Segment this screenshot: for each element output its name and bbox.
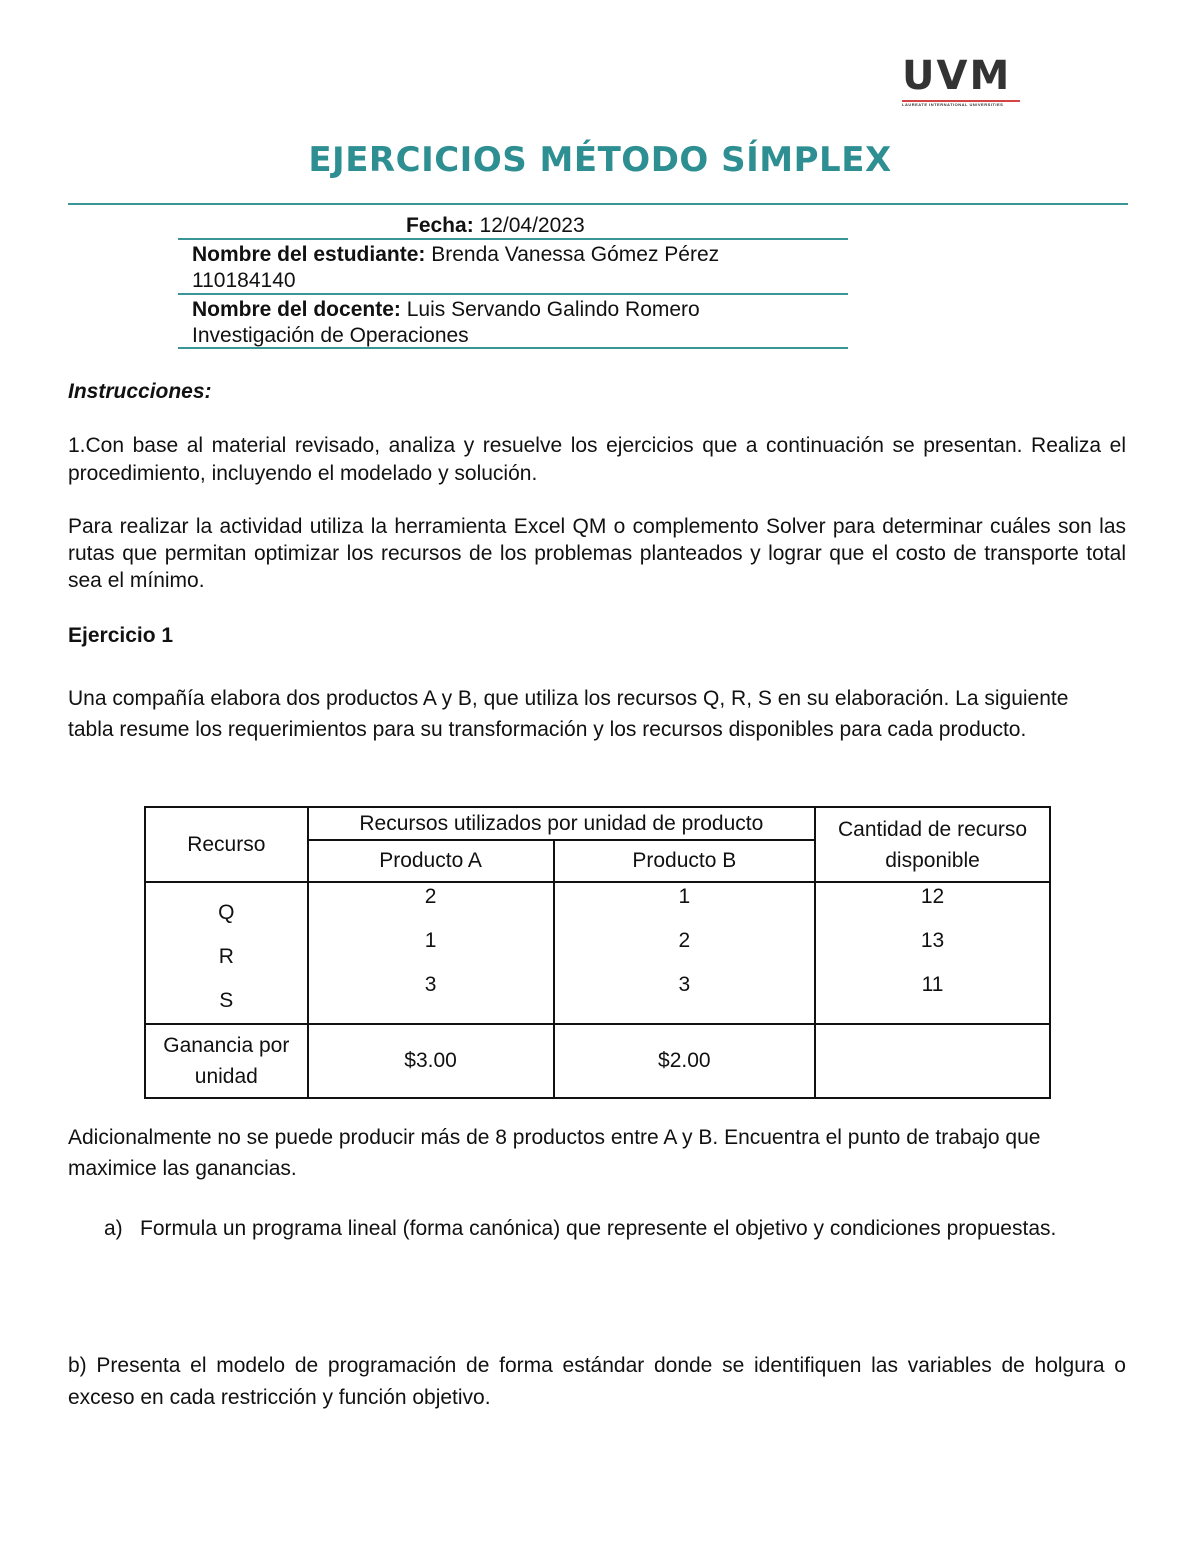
cell-b-q: 1 (678, 885, 691, 908)
header-producto-a: Producto A (308, 840, 554, 882)
instruccion-1: 1.Con base al material revisado, analiza y resuelve los ejercicios que a continuación se presentan. Realiza el procedimiento, incluyendo el modelado y solución. (68, 434, 1126, 485)
cell-a-r: 1 (424, 929, 437, 952)
resources-table (144, 806, 1051, 1099)
adicional-text: Adicionalmente no se puede producir más de 8 productos entre A y B. Encuentra el punto de trabajo que maximice las ganancias. (68, 1126, 1041, 1180)
estudiante-value: Brenda Vanessa Gómez Pérez (431, 243, 720, 266)
fecha-line (406, 212, 585, 239)
docente-line (192, 296, 700, 323)
materia: Investigación de Operaciones (192, 324, 469, 347)
header-recursos-utilizados: Recursos utilizados por unidad de producto (308, 807, 815, 840)
item-a-text: Formula un programa lineal (forma canónica) que represente el objetivo y condiciones propuestas. (140, 1217, 1057, 1240)
item-b-text: b) Presenta el modelo de programación de forma estándar donde se identifiquen las variables de holgura o exceso en cada restricción y función objetivo. (68, 1354, 1126, 1409)
cell-disp-s: 11 (921, 973, 944, 996)
fecha-label: Fecha: (406, 214, 474, 237)
cell-a-s: 3 (424, 973, 437, 996)
recurso-q: Q (218, 901, 235, 924)
docente-value: Luis Servando Galindo Romero (406, 298, 700, 321)
instrucciones-heading: Instrucciones: (68, 380, 212, 403)
ejercicio-text: Una compañía elabora dos productos A y B, que utiliza los recursos Q, R, S en su elaboración. La siguiente tabla resume los requerimientos para su transformación y los recursos disponibles para cada producto. (68, 687, 1069, 741)
recurso-s: S (219, 989, 234, 1012)
header-cantidad: Cantidad de recurso disponible (815, 807, 1050, 882)
estudiante-line (192, 241, 719, 268)
ganancia-b: $2.00 (554, 1024, 816, 1098)
recurso-r: R (218, 945, 234, 968)
fecha-value: 12/04/2023 (479, 214, 585, 237)
cell-a-q: 2 (424, 885, 437, 908)
ejercicio-heading: Ejercicio 1 (68, 624, 174, 647)
uvm-logo (902, 53, 1024, 107)
logo-subtitle: LAUREATE INTERNATIONAL UNIVERSITIES (902, 102, 1004, 107)
item-a-marker: a) (104, 1217, 123, 1240)
meta-divider-1 (178, 238, 848, 240)
matricula: 110184140 (192, 269, 296, 292)
meta-divider-3 (178, 347, 848, 349)
instruccion-2: Para realizar la actividad utiliza la herramienta Excel QM o complemento Solver para determinar cuáles son las rutas que permitan optimizar los recursos de los problemas planteados y lograr que el costo de transporte total sea el mínimo. (68, 515, 1126, 592)
cell-b-r: 2 (678, 929, 691, 952)
ganancia-a: $3.00 (308, 1024, 554, 1098)
docente-label: Nombre del docente: (192, 298, 401, 321)
cell-b-s: 3 (678, 973, 691, 996)
meta-divider-2 (178, 293, 848, 295)
table-row-ganancia (145, 1024, 1050, 1098)
ganancia-label: Ganancia por unidad (145, 1024, 308, 1098)
title-divider (68, 203, 1128, 205)
table-row (145, 882, 1050, 1024)
header-recurso: Recurso (145, 807, 308, 882)
cell-disp-q: 12 (920, 885, 945, 908)
ganancia-empty (815, 1024, 1050, 1098)
logo-text: UVM (902, 53, 1012, 99)
page-title: EJERCICIOS MÉTODO SÍMPLEX (308, 140, 892, 180)
header-producto-b: Producto B (554, 840, 816, 882)
estudiante-label: Nombre del estudiante: (192, 243, 426, 266)
cell-disp-r: 13 (920, 929, 945, 952)
